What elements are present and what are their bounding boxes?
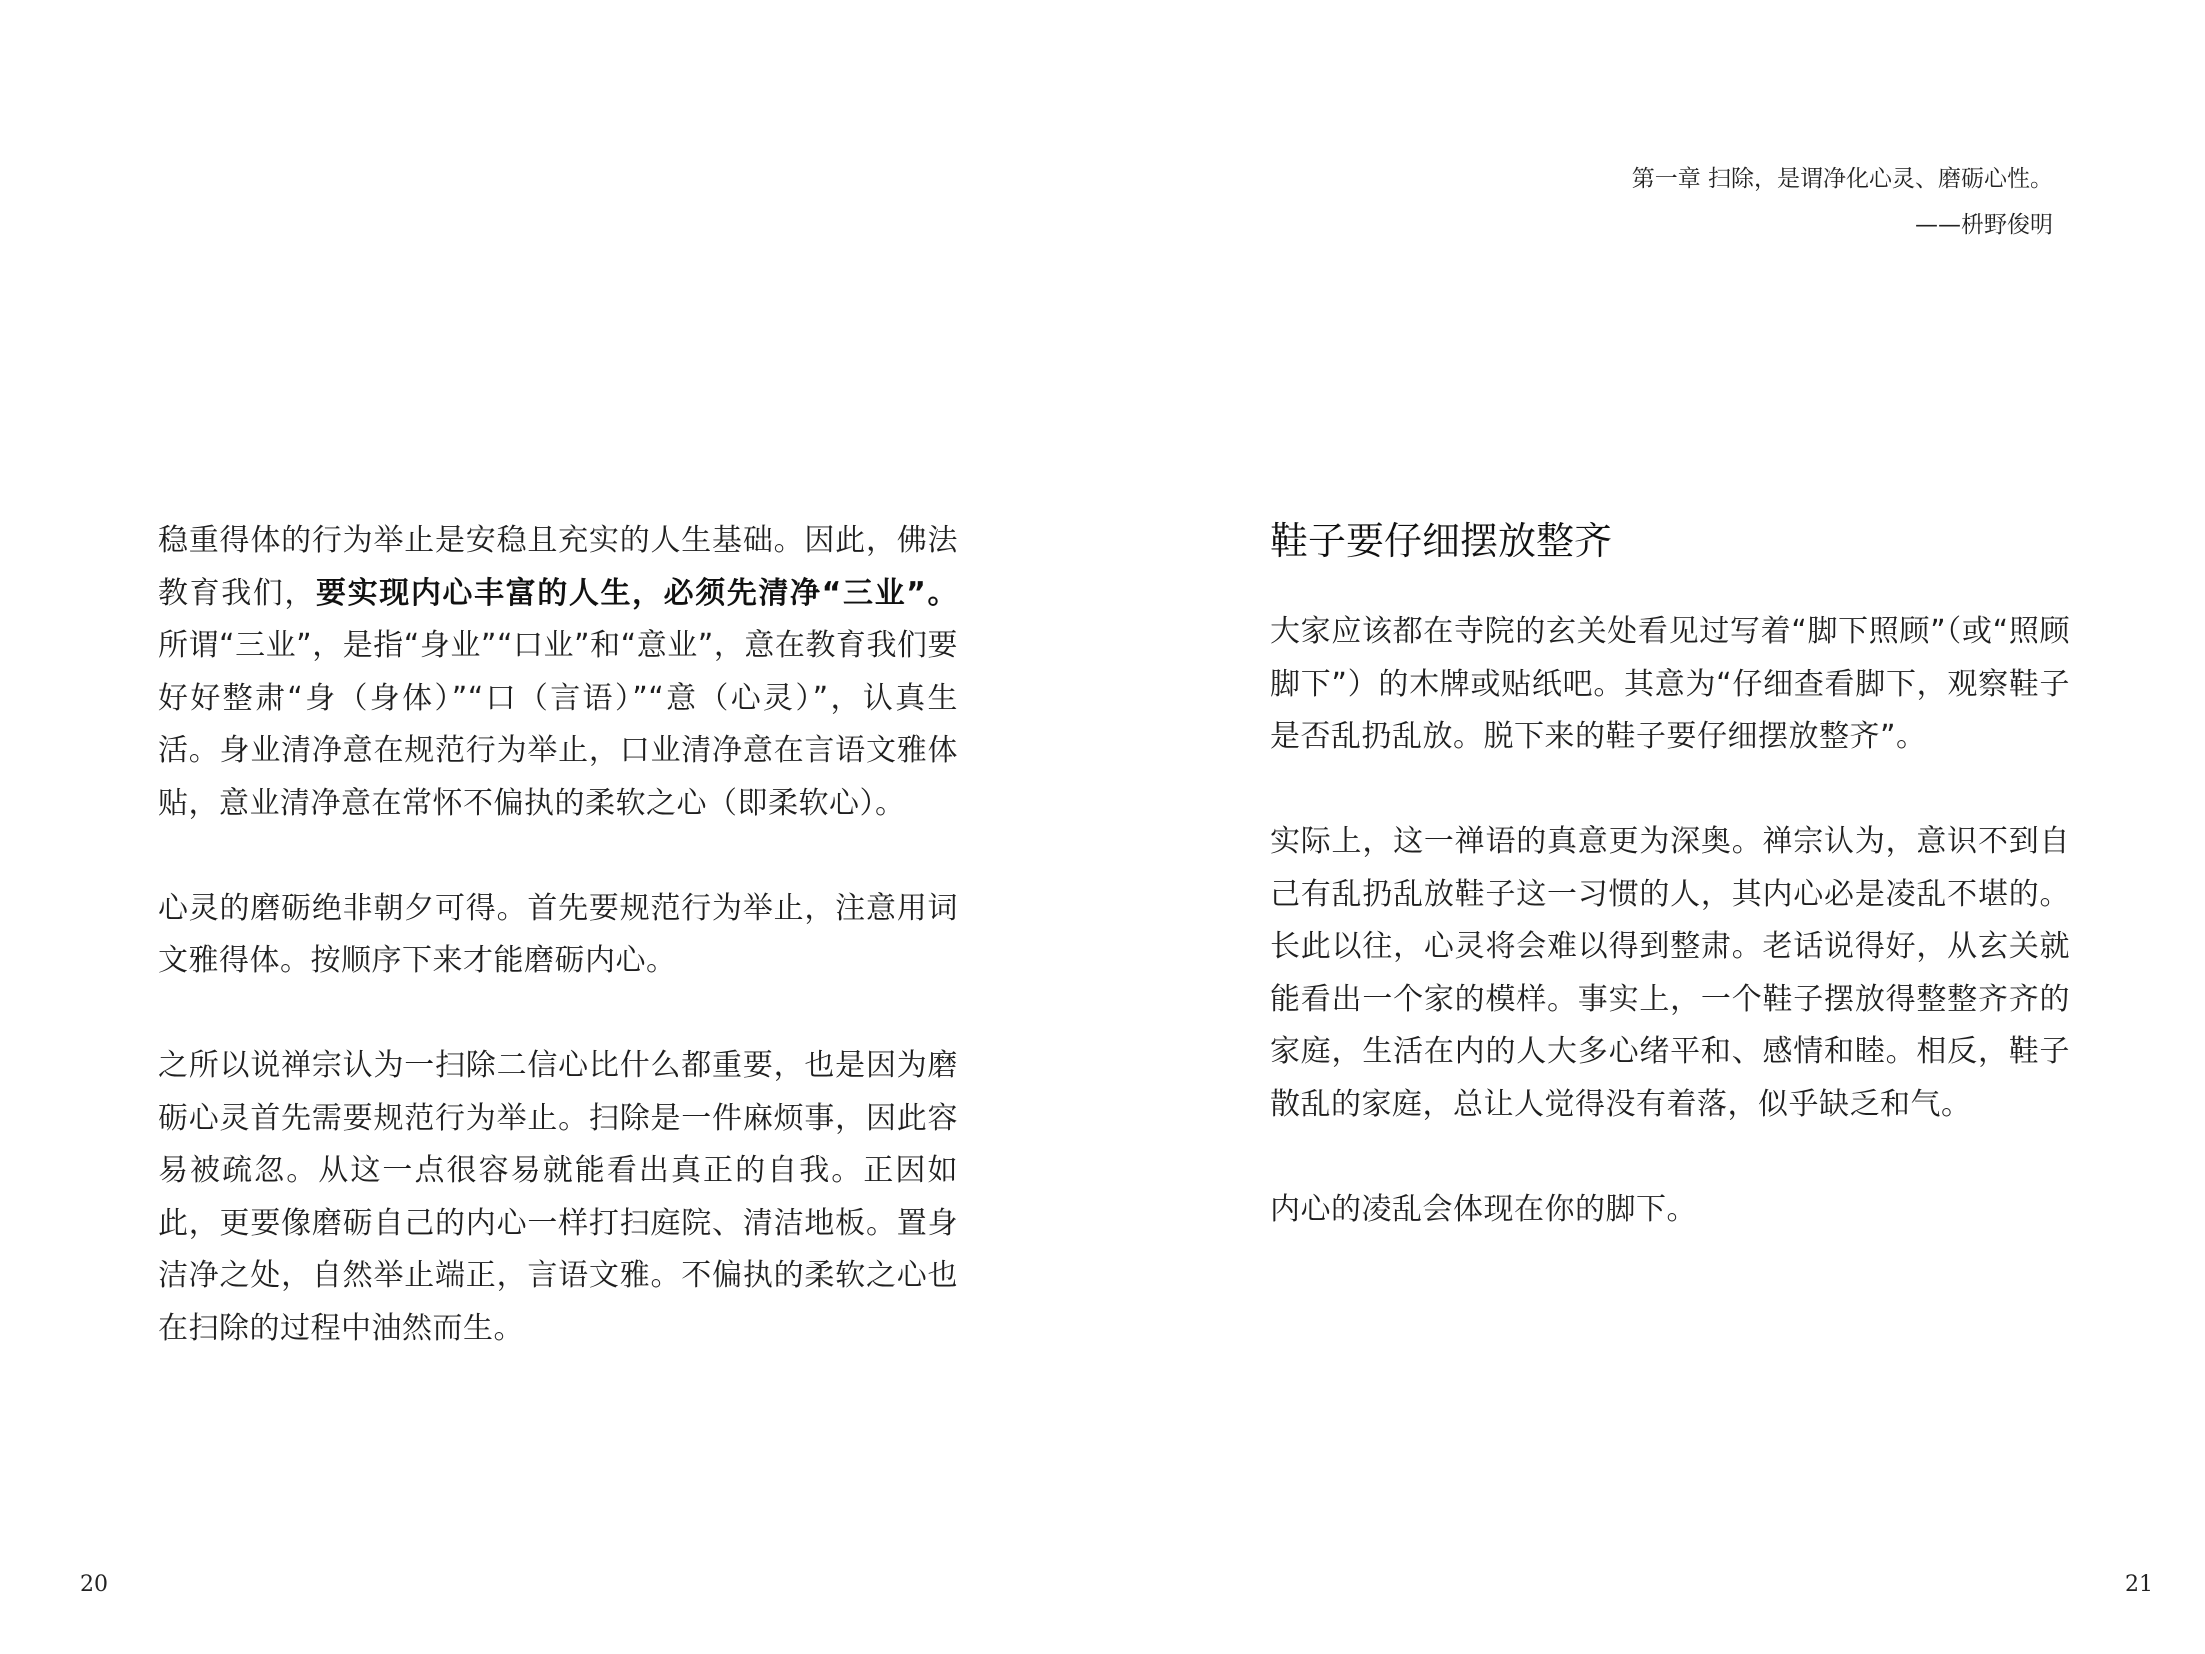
- running-header: [1632, 156, 2053, 248]
- chapter-title: 第一章 扫除，是谓净化心灵、磨砺心性。: [1631, 166, 2053, 192]
- page-number: 21: [2125, 1572, 2153, 1597]
- paragraph: 之所以说禅宗认为一扫除二信心比什么都重要，也是因为磨砺心灵首先需要规范行为举止。扫除是一件麻烦事，因此容易被疏忽。从这一点很容易就能看出真正的自我。正因如此，更要像磨砺自己的内心一样打扫庭院、清洁地板。置身洁净之处，自然举止端正，言语文雅。不偏执的柔软之心也在扫除的过程中油然而生。: [158, 1048, 958, 1346]
- paragraph: 内心的凌乱会体现在你的脚下。: [1270, 1191, 1697, 1227]
- paragraph: 大家应该都在寺院的玄关处看见过写着“脚下照顾”（或“照顾脚下”）的木牌或贴纸吧。其意为“仔细查看脚下，观察鞋子是否乱扔乱放。脱下来的鞋子要仔细摆放整齐”。: [1270, 614, 2070, 754]
- paragraph: 心灵的磨砺绝非朝夕可得。首先要规范行为举止，注意用词文雅得体。按顺序下来才能磨砺内心。: [158, 890, 958, 978]
- emphasized-text: 要实现内心丰富的人生，必须先清净“三业”。: [316, 575, 958, 611]
- paragraph-text: 所谓“三业”，是指“身业”“口业”和“意业”，意在教育我们要好好整肃“身（身体）”“口（言语）”“意（心灵）”，认真生活。身业清净意在规范行为举止，口业清净意在言语文雅体贴，意业清净意在常怀不偏执的柔软之心（即柔软心）。: [158, 628, 958, 821]
- page-number: 20: [80, 1572, 108, 1597]
- left-page: [0, 0, 1102, 1654]
- author-name: ——枡野俊明: [1915, 212, 2053, 238]
- paragraph: 实际上，这一禅语的真意更为深奥。禅宗认为，意识不到自己有乱扔乱放鞋子这一习惯的人，其内心必是凌乱不堪的。长此以往，心灵将会难以得到整肃。老话说得好，从玄关就能看出一个家的模样。事实上，一个鞋子摆放得整整齐齐的家庭，生活在内的人大多心绪平和、感情和睦。相反，鞋子散乱的家庭，总让人觉得没有着落，似乎缺乏和气。: [1270, 824, 2070, 1122]
- right-body-text: [1270, 606, 2070, 1236]
- paragraph-text: 稳重得体的行为举止是安稳且充实的人生基础。因此，佛法教育我们，: [158, 523, 958, 611]
- section-title: 鞋子要仔细摆放整齐: [1270, 519, 1613, 563]
- paragraph: [158, 515, 958, 830]
- right-page: [1102, 0, 2205, 1654]
- left-body-text: [158, 515, 958, 1355]
